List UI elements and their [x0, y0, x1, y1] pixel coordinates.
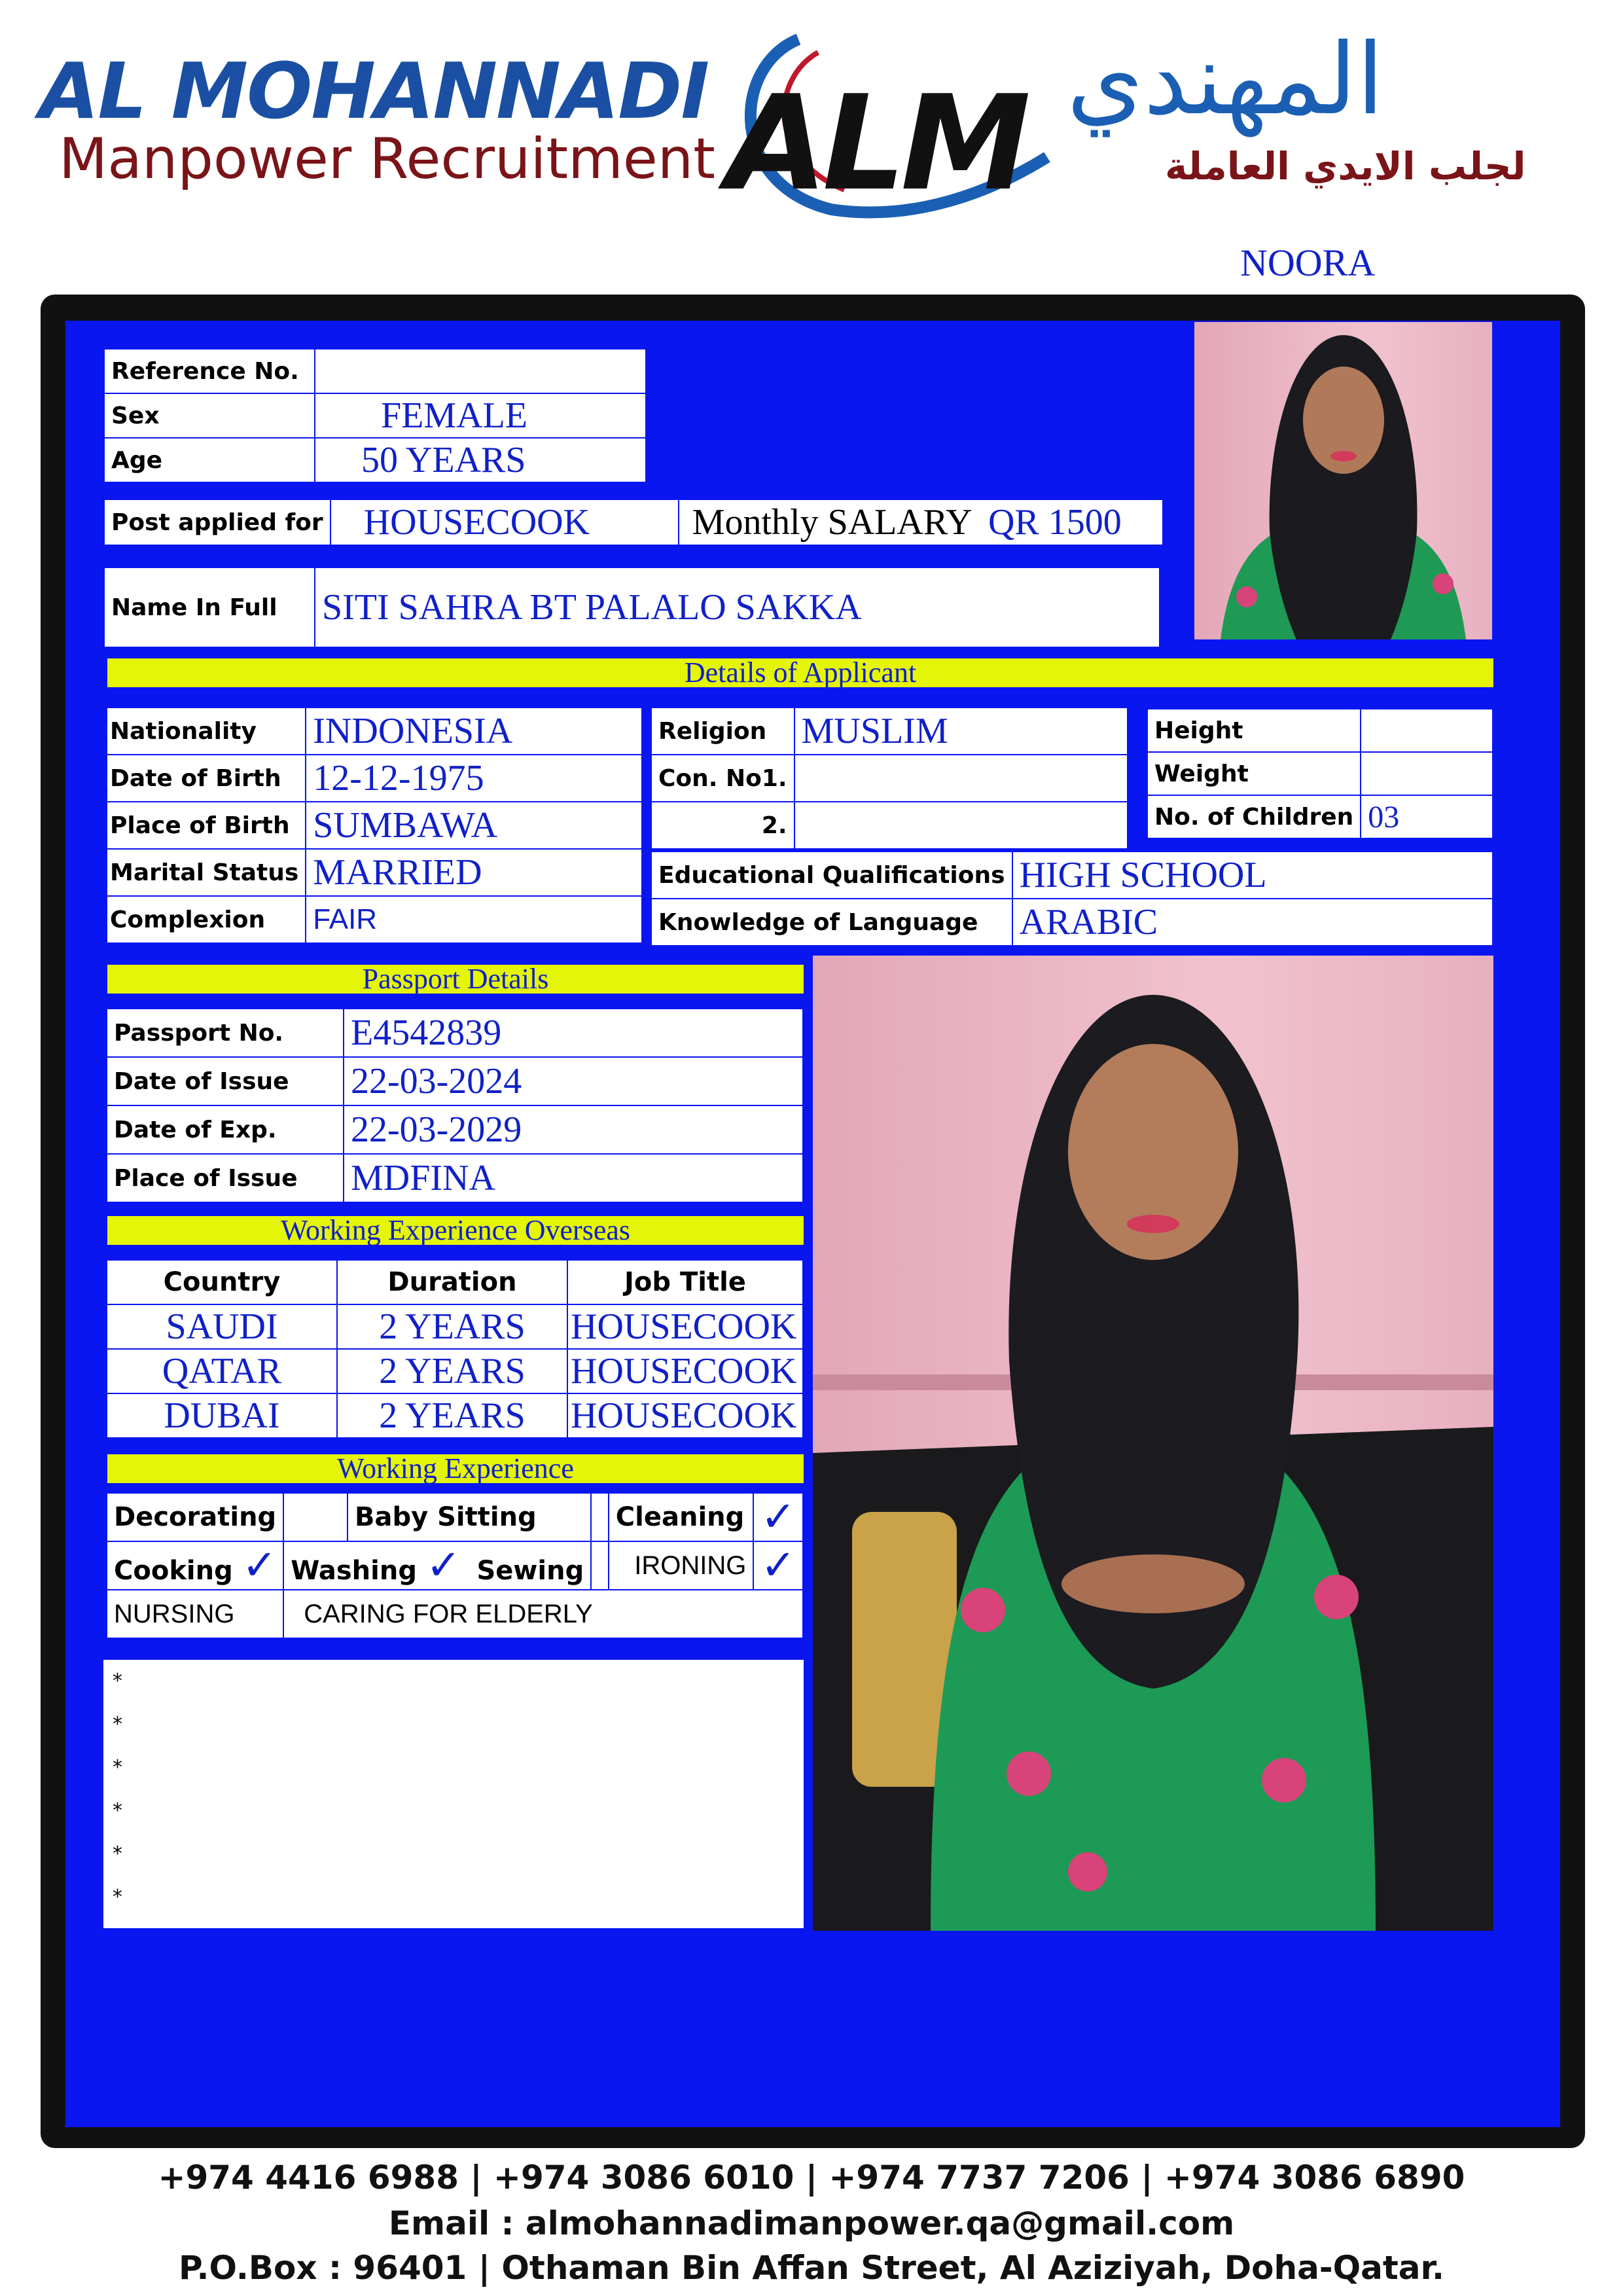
skill-baby-sitting: Baby Sitting [348, 1493, 591, 1541]
con2-label: 2. [651, 802, 794, 849]
applicant-photo-small [1194, 322, 1492, 639]
person-standing-icon [813, 956, 1493, 1931]
religion-table [651, 707, 1128, 850]
post-table [103, 499, 1164, 546]
sex-value: FEMALE [315, 393, 646, 438]
footer-phones: +974 4416 6988 | +974 3086 6010 | +974 7737 7206 | +974 3086 6890 [158, 2159, 1465, 2197]
col-job-title: Job Title [567, 1260, 803, 1304]
brand-name-arabic: المهندي [1067, 23, 1384, 137]
con2-value [794, 802, 1128, 849]
exp-date-value: 22-03-2029 [344, 1105, 803, 1154]
salary-label: Monthly SALARY [692, 502, 972, 543]
country-cell: SAUDI [107, 1304, 337, 1349]
passport-no-value: E4542839 [344, 1009, 803, 1057]
complexion-label: Complexion [107, 896, 306, 943]
duration-cell: 2 YEARS [337, 1393, 567, 1438]
footer-email: Email : almohannadimanpower.qa@gmail.com [388, 2204, 1235, 2242]
brand-subtitle: Manpower Recruitment [59, 126, 716, 192]
candidate-code: NOORA [1240, 242, 1376, 284]
note-bullet: * [113, 1756, 122, 1779]
marital-value: MARRIED [306, 849, 642, 896]
dob-value: 12-12-1975 [306, 755, 642, 802]
note-bullet: * [113, 1670, 122, 1693]
place-issue-value: MDFINA [344, 1154, 803, 1202]
dob-label: Date of Birth [107, 755, 306, 802]
reference-label: Reference No. [104, 349, 315, 393]
language-value: ARABIC [1012, 899, 1493, 946]
physical-table [1147, 708, 1493, 839]
person-portrait-icon [1194, 322, 1492, 639]
personal-details-table [106, 707, 643, 944]
basic-info-table [103, 348, 647, 483]
logo-text: ALM [726, 67, 1026, 220]
children-value: 03 [1361, 795, 1493, 838]
issue-date-value: 22-03-2024 [344, 1057, 803, 1105]
duration-cell: 2 YEARS [337, 1349, 567, 1393]
checkmark-icon: ✓ [760, 1541, 796, 1590]
name-value: SITI SAHRA BT PALALO SAKKA [315, 567, 1160, 647]
details-section-title: Details of Applicant [106, 657, 1495, 689]
table-row [107, 1393, 803, 1438]
nationality-value: INDONESIA [306, 708, 642, 755]
skill-baby-sitting-check [591, 1493, 609, 1541]
issue-date-label: Date of Issue [107, 1057, 344, 1105]
con1-value [794, 755, 1128, 802]
skill-sewing-check [591, 1541, 609, 1590]
salary-value: QR 1500 [988, 502, 1122, 543]
overseas-section-title: Working Experience Overseas [106, 1215, 805, 1246]
weight-value [1361, 752, 1493, 795]
col-country: Country [107, 1260, 337, 1304]
complexion-value: FAIR [306, 896, 642, 943]
education-label: Educational Qualifications [651, 852, 1012, 899]
job-cell: HOUSECOOK [567, 1304, 803, 1349]
pob-value: SUMBAWA [306, 802, 642, 849]
con1-label: Con. No1. [651, 755, 794, 802]
checkmark-icon: ✓ [425, 1541, 461, 1590]
applicant-photo-large [813, 956, 1493, 1931]
notes-box [103, 1660, 804, 1928]
skill-washing: Washing ✓ Sewing [283, 1541, 591, 1590]
passport-no-label: Passport No. [107, 1009, 344, 1057]
brand-subtitle-arabic: لجلب الايدي العاملة [1165, 144, 1526, 188]
skill-caring-elderly: CARING FOR ELDERLY [283, 1590, 803, 1638]
religion-value: MUSLIM [794, 708, 1128, 755]
religion-label: Religion [651, 708, 794, 755]
place-issue-label: Place of Issue [107, 1154, 344, 1202]
note-bullet: * [113, 1886, 122, 1909]
skill-ironing-check [753, 1541, 803, 1590]
skill-nursing: NURSING [107, 1590, 283, 1638]
sex-label: Sex [104, 393, 315, 438]
overseas-table [106, 1259, 804, 1439]
marital-label: Marital Status [107, 849, 306, 896]
country-cell: QATAR [107, 1349, 337, 1393]
height-value [1361, 709, 1493, 752]
passport-table [106, 1008, 804, 1203]
post-value: HOUSECOOK [330, 499, 679, 545]
country-cell: DUBAI [107, 1393, 337, 1438]
brand-name: AL MOHANNADI [39, 46, 709, 136]
exp-date-label: Date of Exp. [107, 1105, 344, 1154]
pob-label: Place of Birth [107, 802, 306, 849]
table-row [107, 1349, 803, 1393]
age-label: Age [104, 438, 315, 482]
nationality-label: Nationality [107, 708, 306, 755]
note-bullet: * [113, 1713, 122, 1736]
footer-address: P.O.Box : 96401 | Othaman Bin Affan Street, Al Aziziyah, Doha-Qatar. [179, 2249, 1444, 2287]
col-duration: Duration [337, 1260, 567, 1304]
checkmark-icon: ✓ [760, 1493, 796, 1541]
name-table [103, 567, 1160, 648]
checkmark-icon: ✓ [241, 1541, 277, 1590]
alm-logo [720, 26, 1060, 223]
job-cell: HOUSECOOK [567, 1393, 803, 1438]
age-value: 50 YEARS [315, 438, 646, 482]
skill-cooking: Cooking ✓ [107, 1541, 283, 1590]
skills-section-title: Working Experience [106, 1453, 805, 1484]
skill-decorating: Decorating [107, 1493, 283, 1541]
note-bullet: * [113, 1799, 122, 1822]
passport-section-title: Passport Details [106, 963, 805, 995]
duration-cell: 2 YEARS [337, 1304, 567, 1349]
job-cell: HOUSECOOK [567, 1349, 803, 1393]
skill-cleaning: Cleaning [609, 1493, 754, 1541]
note-bullet: * [113, 1842, 122, 1865]
children-label: No. of Children [1147, 795, 1361, 838]
height-label: Height [1147, 709, 1361, 752]
weight-label: Weight [1147, 752, 1361, 795]
post-label: Post applied for [104, 499, 330, 545]
table-row [107, 1304, 803, 1349]
skill-cleaning-check [753, 1493, 803, 1541]
language-label: Knowledge of Language [651, 899, 1012, 946]
skill-ironing: IRONING [609, 1541, 754, 1590]
name-label: Name In Full [104, 567, 315, 647]
skills-table [106, 1492, 804, 1639]
skill-sewing: Sewing [476, 1556, 584, 1586]
skill-decorating-check [283, 1493, 348, 1541]
education-value: HIGH SCHOOL [1012, 852, 1493, 899]
education-table [651, 851, 1493, 946]
reference-value [315, 349, 646, 393]
